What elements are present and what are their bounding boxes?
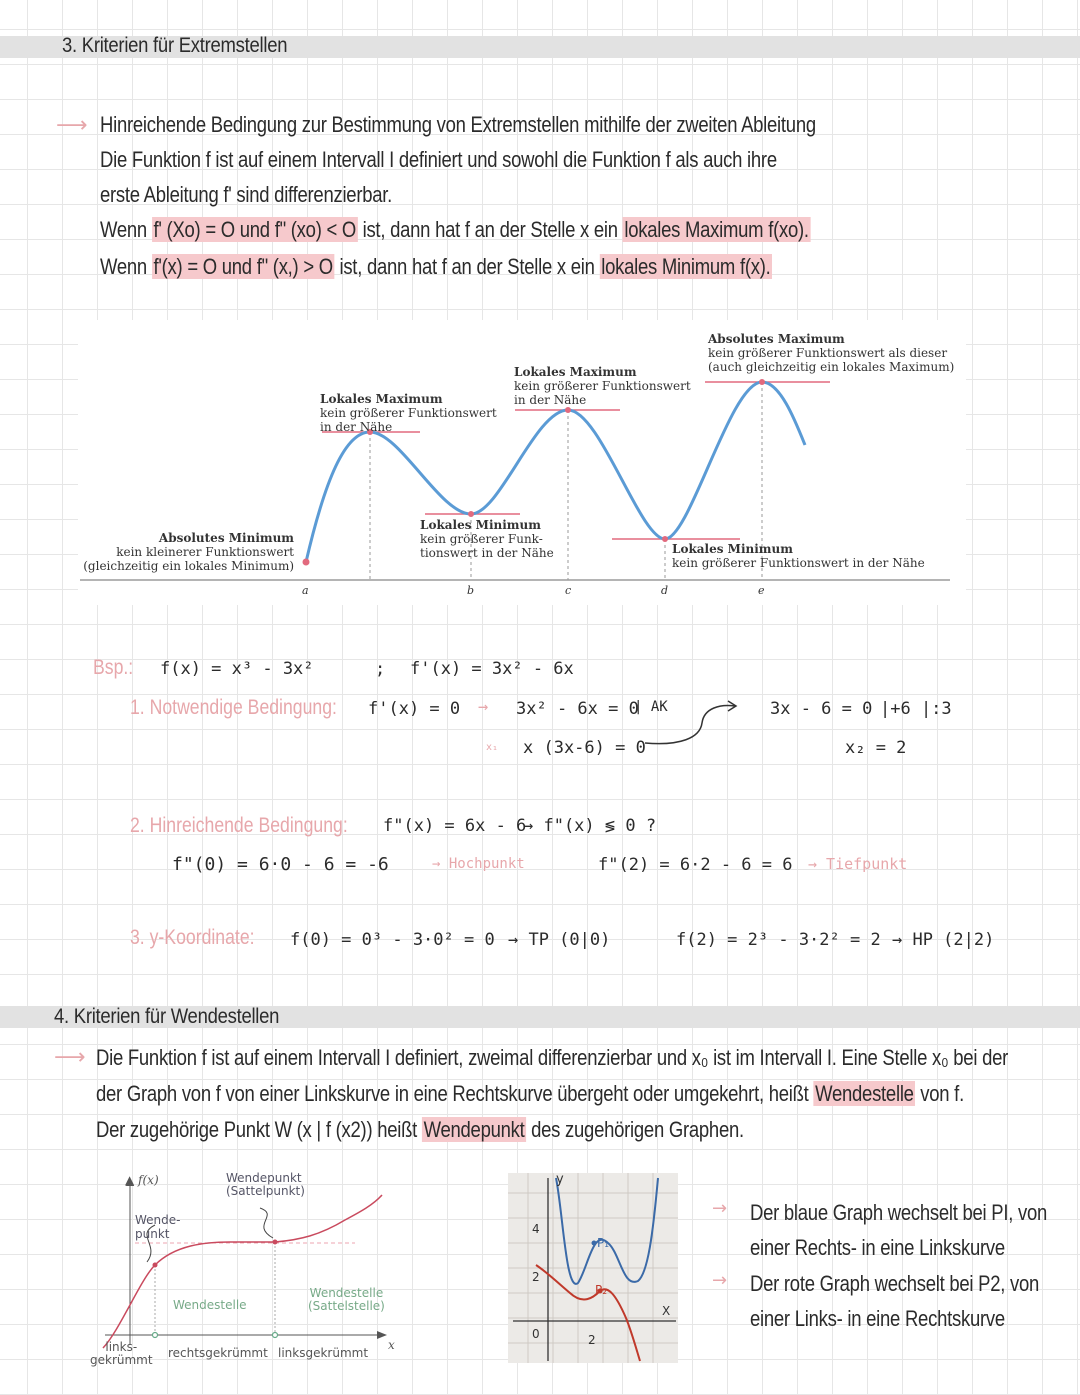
- section4-line1: Die Funktion f ist auf einem Intervall I definiert, zweimal differenzierbar und x₀ ist im Intervall I. Eine Stelle x₀ bei der: [96, 1045, 1009, 1070]
- inflection-ylabel: ▲ f(x): [125, 1173, 159, 1187]
- line4-a: Wenn: [100, 217, 152, 242]
- step2-at2: f"(2) = 6·2 - 6 = 6: [598, 855, 793, 875]
- arrow-right-icon: →: [712, 1270, 728, 1291]
- step1-ak: | AK: [634, 699, 668, 715]
- wendestelle-label: Wendestelle: [173, 1298, 247, 1312]
- line5-a: Wenn: [100, 254, 152, 279]
- note1-line1: Der blaue Graph wechselt bei PI, von: [750, 1200, 1048, 1225]
- step1-eq2: 3x² - 6x = 0: [516, 699, 639, 719]
- loc-max2-label: Lokales Maximum kein größerer Funktionswert in der Nähe: [514, 365, 691, 407]
- section3-line3: erste Ableitung f' sind differenzierbar.: [100, 182, 393, 207]
- photo-y2: 2: [532, 1270, 540, 1284]
- section3-title: 3. Kriterien für Extremstellen: [62, 34, 288, 57]
- wendepunkt-label: Wende- punkt: [135, 1213, 181, 1241]
- arrow-right-icon: →: [712, 1198, 728, 1219]
- wendestelle2-label: Wendestelle (Sattelstelle): [308, 1286, 385, 1313]
- example-derivative: f'(x) = 3x² - 6x: [410, 659, 574, 679]
- wendepunkt-term: Wendepunkt: [423, 1117, 525, 1142]
- section4-line2: der Graph von f von einer Linkskurve in eine Rechtskurve übergeht oder umgekehrt, heißt Wendestelle von f.: [96, 1081, 964, 1106]
- photo-x2: 2: [588, 1333, 596, 1347]
- abs-max-label: Absolutes Maximum kein größerer Funktionswert als dieser (auch gleichzeitig ein lokales Maximum): [708, 332, 955, 374]
- step3-f2: f(2) = 2³ - 3·2² = 2: [676, 930, 881, 950]
- y-arrow-icon: ▲: [125, 1173, 139, 1187]
- step2-eq: f"(x) = 6x - 6: [383, 816, 527, 836]
- section3-line2: Die Funktion f ist auf einem Intervall I definiert und sowohl die Funktion f als auch ihre: [100, 147, 777, 172]
- step3-label: 3. y-Koordinate:: [130, 926, 255, 949]
- line5-minimum: lokales Minimum f(x).: [601, 254, 771, 279]
- line5-condition: f'(x) = O und f" (x,) > O: [153, 254, 333, 279]
- arrow-right-icon: ⟶: [54, 1045, 86, 1070]
- step1-x2: x₂ = 2: [845, 738, 907, 758]
- step1-x1: x₁: [486, 742, 499, 753]
- example-semicolon: ;: [375, 659, 386, 679]
- loc-min2-label: Lokales Minimum kein größerer Funktionswert in der Nähe: [672, 542, 925, 570]
- step1-ops: |+6 |:3: [880, 699, 952, 719]
- line4-c: ist, dann hat f an der Stelle x ein: [357, 217, 623, 242]
- step2-label: 2. Hinreichende Bedingung:: [130, 814, 348, 837]
- tick-e: e: [758, 584, 765, 597]
- photo-p2: P₂: [595, 1283, 608, 1297]
- links-label: links- gekrümmt: [90, 1340, 153, 1367]
- photo-origin: 0: [532, 1327, 540, 1341]
- loc-max1-label: Lokales Maximum kein größerer Funktionswert in der Nähe: [320, 392, 497, 434]
- photo-y-label: y: [556, 1172, 564, 1187]
- tick-c: c: [565, 584, 572, 597]
- note1-line2: einer Rechts- in eine Linkskurve: [750, 1235, 1005, 1260]
- links2-label: linksgekrümmt: [278, 1346, 369, 1360]
- tick-a: a: [302, 584, 309, 597]
- arrow-right-icon: →: [478, 697, 489, 717]
- abs-min-point: [303, 559, 310, 566]
- step2-tiefpunkt: → Tiefpunkt: [808, 855, 908, 873]
- example-function: f(x) = x³ - 3x²: [160, 659, 314, 679]
- line5-c: ist, dann hat f an der Stelle x ein: [334, 254, 600, 279]
- curved-arrow-icon: [640, 698, 740, 748]
- photo-p1: P₁: [597, 1236, 610, 1250]
- arrow-right-icon: ⟶: [56, 113, 88, 138]
- step3-tp: → TP (0|0): [508, 930, 611, 950]
- step1-label: 1. Notwendige Bedingung:: [130, 696, 337, 719]
- tick-b: b: [467, 584, 475, 597]
- abs-min-label: Absolutes Minimum kein kleinerer Funktionswert (gleichzeitig ein lokales Minimum): [83, 531, 294, 573]
- photo-x-label: X: [662, 1304, 671, 1318]
- step2-hochpunkt: → Hochpunkt: [432, 856, 525, 872]
- bsp-label: Bsp.:: [93, 656, 134, 679]
- step2-at0: f"(0) = 6·0 - 6 = -6: [172, 854, 389, 875]
- line4-condition: f' (Xo) = O und f" (xo) < O: [153, 217, 357, 242]
- photo-y4: 4: [532, 1222, 540, 1236]
- note2-line2: einer Links- in eine Rechtskurve: [750, 1306, 1005, 1331]
- inflection-xlabel: x: [388, 1338, 395, 1352]
- step3-hp: → HP (2|2): [892, 930, 995, 950]
- line4-maximum: lokales Maximum f(xo).: [624, 217, 809, 242]
- wendestelle-term: Wendestelle: [815, 1081, 914, 1106]
- rechts-label: rechtsgekrümmt: [168, 1346, 268, 1360]
- step1-eq3: 3x - 6 = 0: [770, 699, 873, 719]
- step3-f0: f(0) = 0³ - 3·0² = 0: [290, 930, 495, 950]
- sattel-label: Wendepunkt (Sattelpunkt): [226, 1171, 305, 1198]
- loc-min1-label: Lokales Minimum kein größerer Funk- tionswert in der Nähe: [420, 518, 554, 560]
- note2-line1: Der rote Graph wechselt bei P2, von: [750, 1271, 1040, 1296]
- tick-d: d: [661, 584, 669, 597]
- section3-line1: Hinreichende Bedingung zur Bestimmung von Extremstellen mithilfe der zweiten Ableitung: [100, 112, 816, 137]
- section4-line3: Der zugehörige Punkt W (x | f (x2)) heißt Wendepunkt des zugehörigen Graphen.: [96, 1117, 744, 1142]
- step1-factored: x (3x-6) = 0: [523, 738, 646, 758]
- step1-eq: f'(x) = 0: [368, 699, 461, 719]
- step2-cond: → f"(x) ≶ 0 ?: [523, 816, 657, 836]
- section4-title: 4. Kriterien für Wendestellen: [54, 1005, 280, 1028]
